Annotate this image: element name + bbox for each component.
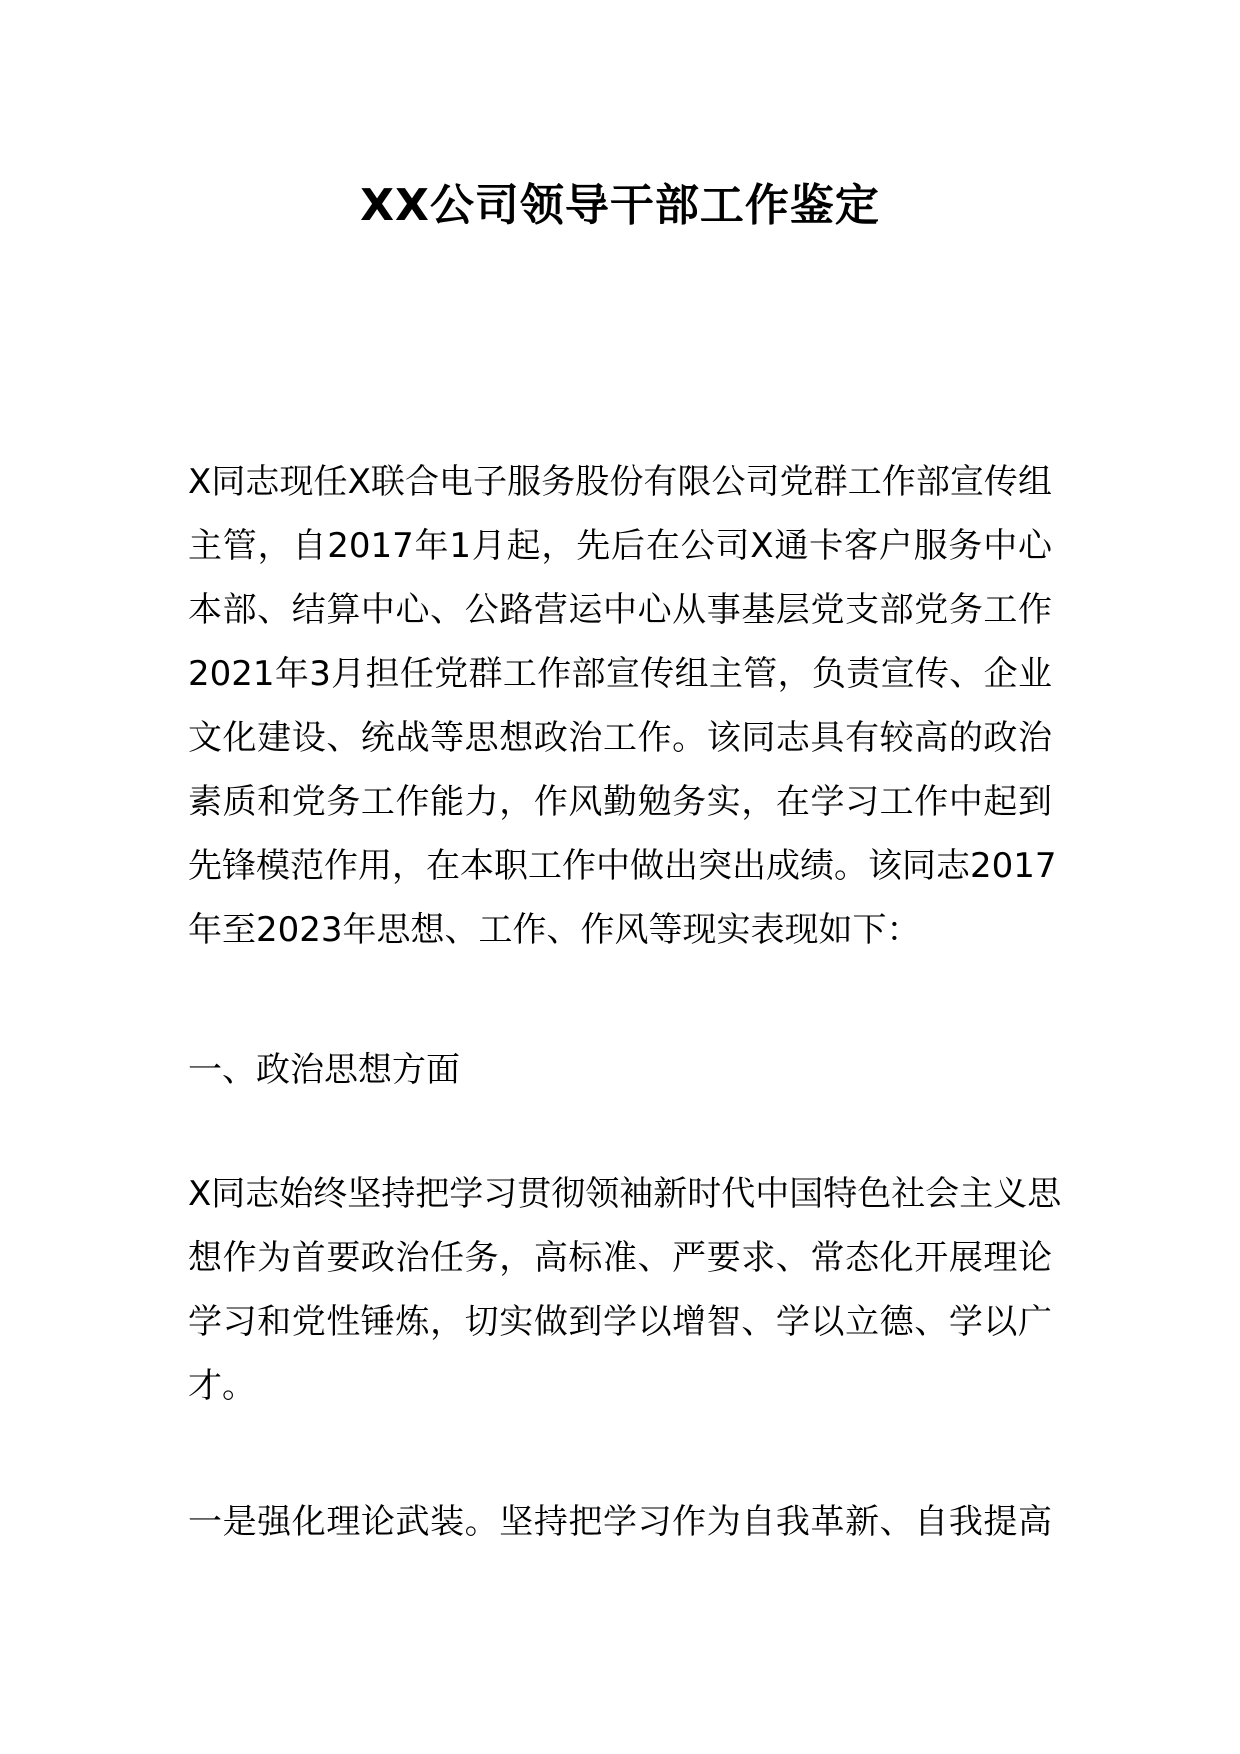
paragraph-line: 年至2023年思想、工作、作风等现实表现如下： <box>188 910 921 950</box>
section-heading-text: 一、政治思想方面 <box>188 1050 460 1090</box>
paragraph-line: X同志现任X联合电子服务股份有限公司党群工作部宣传组 <box>188 462 1052 502</box>
paragraph-line: 一是强化理论武装。坚持把学习作为自我革新、自我提高 <box>188 1502 1052 1542</box>
paragraph-line: 才。 <box>188 1366 256 1406</box>
paragraph-theory-study <box>188 1490 1052 1554</box>
paragraph-line: 学习和党性锤炼，切实做到学以增智、学以立德、学以广 <box>188 1302 1052 1342</box>
section-heading-political-thought <box>188 1038 1052 1102</box>
paragraph-introduction <box>188 450 1057 962</box>
paragraph-line: 本部、结算中心、公路营运中心从事基层党支部党务工作 <box>188 590 1052 630</box>
paragraph-line: 2021年3月担任党群工作部宣传组主管，负责宣传、企业 <box>188 654 1052 694</box>
paragraph-line: X同志始终坚持把学习贯彻领袖新时代中国特色社会主义思 <box>188 1174 1062 1214</box>
paragraph-line: 想作为首要政治任务，高标准、严要求、常态化开展理论 <box>188 1238 1052 1278</box>
paragraph-line: 先锋模范作用，在本职工作中做出突出成绩。该同志2017 <box>188 846 1057 886</box>
paragraph-line: 文化建设、统战等思想政治工作。该同志具有较高的政治 <box>188 718 1052 758</box>
document-title: XX公司领导干部工作鉴定 <box>360 180 880 231</box>
paragraph-line: 素质和党务工作能力，作风勤勉务实，在学习工作中起到 <box>188 782 1052 822</box>
paragraph-political-thought <box>188 1162 1062 1418</box>
paragraph-line: 主管，自2017年1月起，先后在公司X通卡客户服务中心 <box>188 526 1052 566</box>
